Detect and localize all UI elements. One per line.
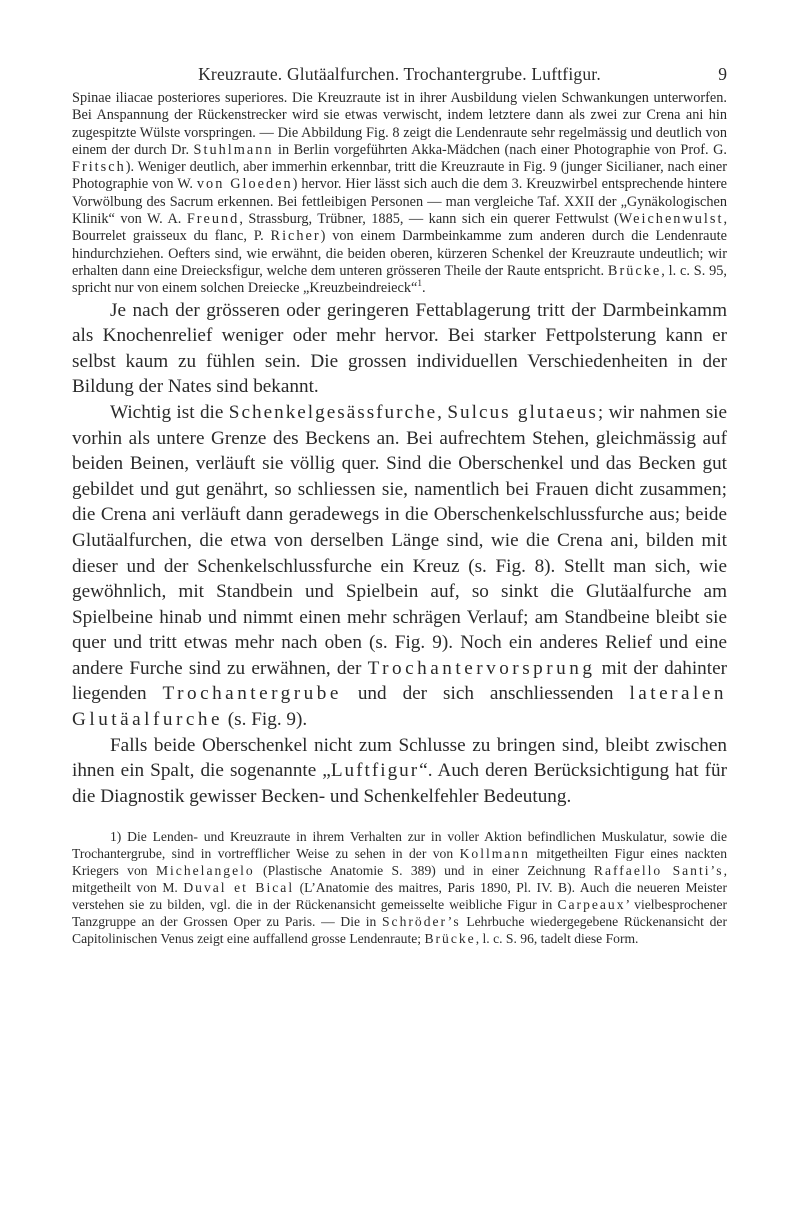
paragraph-glutaealfurche xyxy=(72,400,727,733)
artist-raffaello: Raffaello Santi’s xyxy=(593,863,724,879)
text-run: mitgetheilten Figur eines nackten Kriegers von xyxy=(72,846,727,879)
author-fritsch: Fritsch xyxy=(72,159,126,176)
text-run: Falls beide Oberschenkel nicht zum Schlusse zu bringen sind, bleibt zwischen ihnen ein Spalt, die sogenannte „ xyxy=(72,734,727,782)
text-run: , xyxy=(437,401,448,423)
text-run: . xyxy=(422,280,426,297)
artist-michelangelo: Michelangelo xyxy=(155,863,255,879)
footnote-reference: 1 xyxy=(417,279,422,290)
page-number: 9 xyxy=(718,64,727,84)
text-run: “. Auch deren Berücksichtigung hat für die Diagnostik gewisser Becken- und Schenkelfehler Bedeutung. xyxy=(72,760,727,807)
text-run: und der sich anschliessenden xyxy=(341,683,630,705)
text-run: in Berlin vorgeführten Akka-Mädchen (nach einer Photographie von Prof. G. xyxy=(273,141,727,158)
term-schenkelgesaessfurche: Schenkelgesässfurche xyxy=(228,401,438,423)
term-trochantergrube: Trochantergrube xyxy=(162,683,342,705)
text-run: ; wir nahmen sie vorhin als untere Grenze des Beckens an. Bei aufrechtem Stehen, gleichmässig auf beiden Beinen, verläuft sie völlig quer. Sind die Oberschenkel und das Becken gut gebildet und gut genährt, so schliessen sie, namentlich bei Frauen dicht zusammen; die Crena ani verläuft dann geradewegs in die Oberschenkelschlussfurche aus; beide Glutäalfurchen, die etwa von derselben Länge sind, wie die Crena ani, bilden mit dieser und der Schenkelschlussfurche ein Kreuz (s. Fig. 8). Stellt man sich, wie gewöhnlich, mit Standbein und Spielbein auf, so sinkt die Glutäalfurche am Spielbeine hinab und nimmt einen mehr schrägen Verlauf; am Standbeine bleibt sie quer und tritt etwas mehr nach oben (s. Fig. 9). Noch ein anderes Relief und eine andere Furche sind zu erwähnen, der xyxy=(72,401,728,679)
text-run: mit der dahinter liegenden xyxy=(72,657,727,705)
term-sulcus-glutaeus: Sulcus glutaeus xyxy=(447,401,598,423)
footnote xyxy=(72,829,727,947)
author-kollmann: Kollmann xyxy=(459,846,530,862)
author-freund: Freund xyxy=(186,211,240,228)
author-bruecke: Brücke xyxy=(424,930,476,946)
author-schroeder: Schröder’s xyxy=(382,913,461,929)
text-run: (L’Anatomie des maitres, Paris 1890, Pl. IV. B). Auch die neueren Meister verstehen sie zu bilden, vgl. die in der Rückenansicht gemeisselte weibliche Figur in xyxy=(72,880,727,913)
text-run: 1) Die Lenden- und Kreuzraute in ihrem Verhalten zur in voller Aktion befindlichen Muskulatur, sowie die Trochantergrube, sind in vortrefflicher Weise zu sehen in der von xyxy=(72,829,727,862)
author-stuhlmann: Stuhlmann xyxy=(193,141,274,158)
author-richer: Richer xyxy=(270,228,321,245)
text-run: , Bourrelet graisseux du flanc, P. xyxy=(72,211,728,245)
text-run: ). Weniger deutlich, aber immerhin erkennbar, tritt die Kreuzraute in Fig. 9 (junger Sicilianer, nach einer Photographie von W. xyxy=(72,159,727,193)
author-duval-bical: Duval et Bical xyxy=(183,880,295,896)
paragraph-darmbeinkamm: Je nach der grösseren oder geringeren Fettablagerung tritt der Darmbeinkamm als Knochenrelief weniger oder mehr hervor. Bei starker Fettpolsterung kann er selbst kaum zu fühlen sein. Die grossen individuellen Verschiedenheiten in der Bildung der Nates sind bekannt. xyxy=(72,299,727,398)
text-run: ) von einem Darmbeinkamme zum anderen durch die Lendenraute hindurchziehen. Oefters sind, wie erwähnt, die beiden oberen, kürzeren Schenkel der Kreuzraute undeutlich; wir erhalten dann eine Dreiecksfigur, welche dem unteren grösseren Theile der Raute entspricht. xyxy=(72,228,727,279)
text-run: , Strassburg, Trübner, 1885, — kann sich ein querer Fettwulst ( xyxy=(239,211,619,228)
text-run: , l. c. S. 96, tadelt diese Form. xyxy=(475,930,639,946)
text-run: (s. Fig. 9). xyxy=(222,709,308,731)
book-page xyxy=(72,56,727,948)
running-title: Kreuzraute. Glutäalfurchen. Trochantergrube. Luftfigur. xyxy=(198,64,601,84)
term-trochantervorsprung: Trochantervorsprung xyxy=(367,657,596,679)
text-run: ) hervor. Hier lässt sich auch die dem 3. Kreuzwirbel entsprechende hintere Vorwölbung des Sacrum erkennen. Bei fettleibigen Personen — man vergleiche Taf. XXII der „Gynäkologischen Klinik“ von W. A. xyxy=(72,176,727,228)
paragraph-luftfigur xyxy=(72,733,727,810)
term-luftfigur: Luftfigur xyxy=(330,760,420,782)
paragraph-kreuzraute-variations xyxy=(72,90,727,298)
text-run: , l. c. S. 95, spricht nur von einem solchen Dreiecke „Kreuzbeindreieck“ xyxy=(72,262,728,297)
author-gloeden: von Gloeden xyxy=(196,176,293,193)
footnote-gap xyxy=(72,809,727,829)
text-run: (Plastische Anatomie S. 389) und in einer Zeichnung xyxy=(254,863,594,879)
term-weichenwulst: Weichenwulst xyxy=(618,211,724,228)
text-run: Spinae iliacae posteriores superiores. Die Kreuzraute ist in ihrer Ausbildung vielen Schwankungen unterworfen. Bei Anspannung der Rückenstrecker wird sie etwas verwischt, indem letztere dann als zwei zur Crena ani hin zugespitzte Wülste vorspringen. — Die Abbildung Fig. 8 zeigt die Lendenraute sehr regelmässig und deutlich von einem der durch Dr. xyxy=(72,90,727,158)
text-run: ’ vielbesprochener Tanzgruppe an der Grossen Oper zu Paris. — Die in xyxy=(72,897,728,929)
page-header xyxy=(72,56,727,90)
artist-carpeaux: Carpeaux xyxy=(557,897,626,913)
term-laterale-glutaealfurche: lateralen Glutäalfurche xyxy=(72,683,727,731)
author-bruecke: Brücke xyxy=(607,262,662,279)
text-run: Lehrbuche wiedergegebene Rückenansicht der Capitolinischen Venus zeigt eine auffallend grosse Lendenraute; xyxy=(72,913,727,946)
text-run: , mitgetheilt von M. xyxy=(72,863,727,896)
text-run: Wichtig ist die xyxy=(110,401,229,423)
